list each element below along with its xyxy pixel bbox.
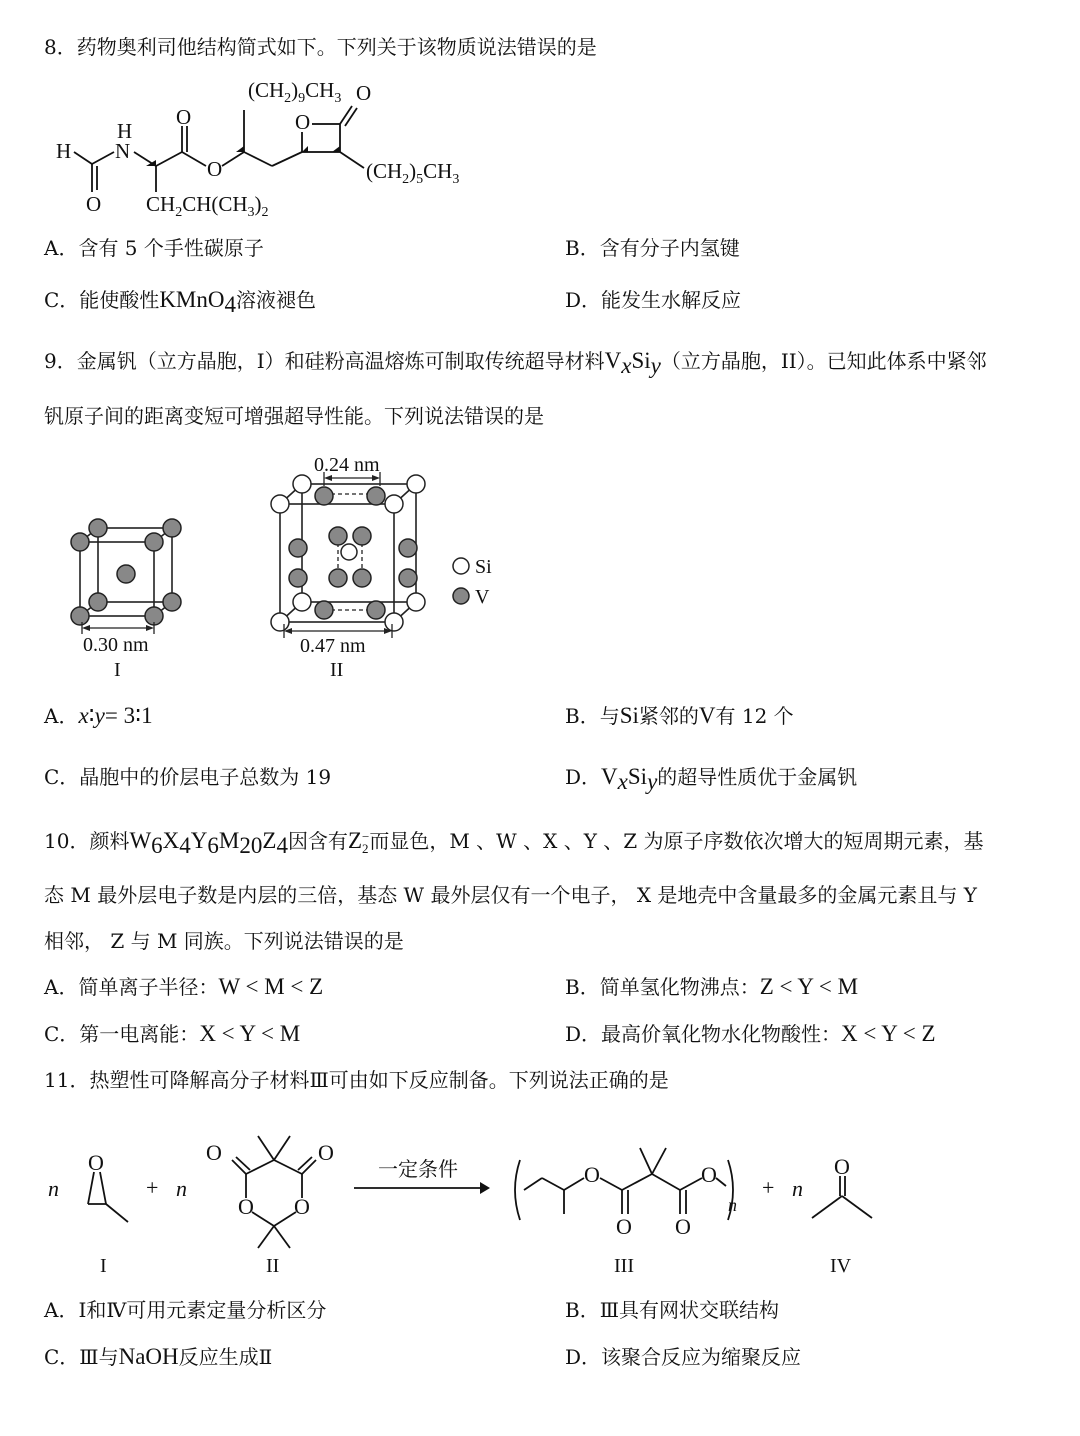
svg-text:(CH2)5CH3: $(CH_2)_5CH_3$	[366, 159, 460, 187]
q8-option-c[interactable]: C．能使酸性KMnO$_4$溶液褪色	[44, 287, 316, 317]
q10-stem-line3: 相邻， Z 与 M 同族。下列说法错误的是	[44, 929, 404, 953]
svg-text:O: O	[294, 1194, 310, 1219]
svg-text:n: n	[792, 1176, 803, 1201]
svg-text:O: O	[318, 1140, 334, 1165]
q11-option-b[interactable]: B．Ⅲ具有网状交联结构	[565, 1298, 779, 1322]
svg-text:O: O	[206, 1140, 222, 1165]
svg-text:I: I	[114, 659, 121, 681]
q11-stem: 11．热塑性可降解高分子材料Ⅲ可由如下反应制备。下列说法正确的是	[44, 1068, 669, 1092]
svg-text:II: II	[266, 1255, 280, 1277]
svg-text:(CH2)9CH3: $(CH_2)_9CH_3$	[248, 78, 342, 106]
q10-option-b[interactable]: B．简单氢化物沸点：Z < Y < M	[565, 974, 859, 999]
svg-text:H: H	[56, 139, 72, 163]
q8-option-d[interactable]: D．能发生水解反应	[565, 288, 742, 312]
svg-text:N: N	[115, 139, 131, 163]
q8-option-b[interactable]: B．含有分子内氢键	[565, 236, 740, 260]
q9-option-d[interactable]: D．$V_xSi_y$的超导性质优于金属钒	[565, 764, 858, 794]
svg-text:n: n	[176, 1176, 187, 1201]
svg-text:O: O	[176, 105, 192, 129]
q11-option-c[interactable]: C．Ⅲ与NaOH反应生成Ⅱ	[44, 1344, 273, 1369]
svg-text:n: n	[728, 1195, 737, 1215]
svg-text:CH2CH(CH3)2: $CH_2CH(CH_3)_2$	[146, 192, 269, 220]
svg-text:II: II	[330, 659, 344, 681]
q9-option-a[interactable]: A．x∶y= 3∶1	[44, 703, 153, 728]
q11-option-a[interactable]: A．Ⅰ和Ⅳ可用元素定量分析区分	[44, 1298, 327, 1322]
q10-option-c[interactable]: C．第一电离能：X < Y < M	[44, 1021, 301, 1046]
svg-text:+: +	[146, 1175, 159, 1200]
svg-text:n: n	[48, 1176, 59, 1201]
q10-stem-line2: 态 M 最外层电子数是内层的三倍，基态 W 最外层仅有一个电子， X 是地壳中含量最多的金属元素且与 Y	[44, 883, 977, 907]
svg-text:I: I	[100, 1255, 107, 1277]
svg-text:III: III	[614, 1255, 634, 1277]
q9-option-b[interactable]: B．与Si紧邻的V有 12 个	[565, 703, 794, 728]
svg-text:O: O	[207, 157, 223, 181]
svg-text:0.24 nm: 0.24 nm	[314, 454, 380, 476]
svg-text:O: O	[675, 1214, 691, 1239]
svg-text:O: O	[616, 1214, 632, 1239]
svg-text:O: O	[834, 1154, 850, 1179]
svg-text:Si: Si	[475, 556, 492, 578]
svg-text:O: O	[701, 1162, 717, 1187]
svg-text:O: O	[356, 81, 372, 105]
svg-text:0.47 nm: 0.47 nm	[300, 635, 366, 657]
q10-option-a[interactable]: A．简单离子半径：W < M < Z	[44, 974, 324, 999]
q9-stem-line1: 9．金属钒（立方晶胞，I）和硅粉高温熔炼可制取传统超导材料$V_xSi_y$（立方晶胞，II）。已知此体系中紧邻	[44, 348, 987, 378]
svg-text:0.30 nm: 0.30 nm	[83, 634, 149, 656]
svg-text:一定条件: 一定条件	[378, 1157, 458, 1181]
q10-stem-line1: 10．颜料$W_6X_4Y_6M_{20}Z_4$因含有Z − 2 而显色，M 、W 、X 、Y 、Z 为原子序数依次增大的短周期元素，基	[44, 828, 984, 858]
q10-option-d[interactable]: D．最高价氧化物水化物酸性：X < Y < Z	[565, 1021, 936, 1046]
svg-text:V: V	[475, 586, 490, 608]
svg-text:O: O	[584, 1162, 600, 1187]
svg-text:O: O	[238, 1194, 254, 1219]
svg-text:IV: IV	[830, 1255, 852, 1277]
q8-stem: 8．药物奥利司他结构简式如下。下列关于该物质说法错误的是	[44, 35, 597, 59]
svg-text:O: O	[88, 1150, 104, 1175]
svg-text:O: O	[86, 192, 102, 216]
q9-option-c[interactable]: C．晶胞中的价层电子总数为 19	[44, 765, 332, 789]
q11-option-d[interactable]: D．该聚合反应为缩聚反应	[565, 1345, 802, 1369]
q9-stem-line2: 钒原子间的距离变短可增强超导性能。下列说法错误的是	[44, 404, 544, 428]
svg-text:O: O	[295, 110, 311, 134]
svg-text:H: H	[117, 119, 133, 143]
svg-text:+: +	[762, 1175, 775, 1200]
q8-option-a[interactable]: A．含有 5 个手性碳原子	[44, 236, 264, 260]
